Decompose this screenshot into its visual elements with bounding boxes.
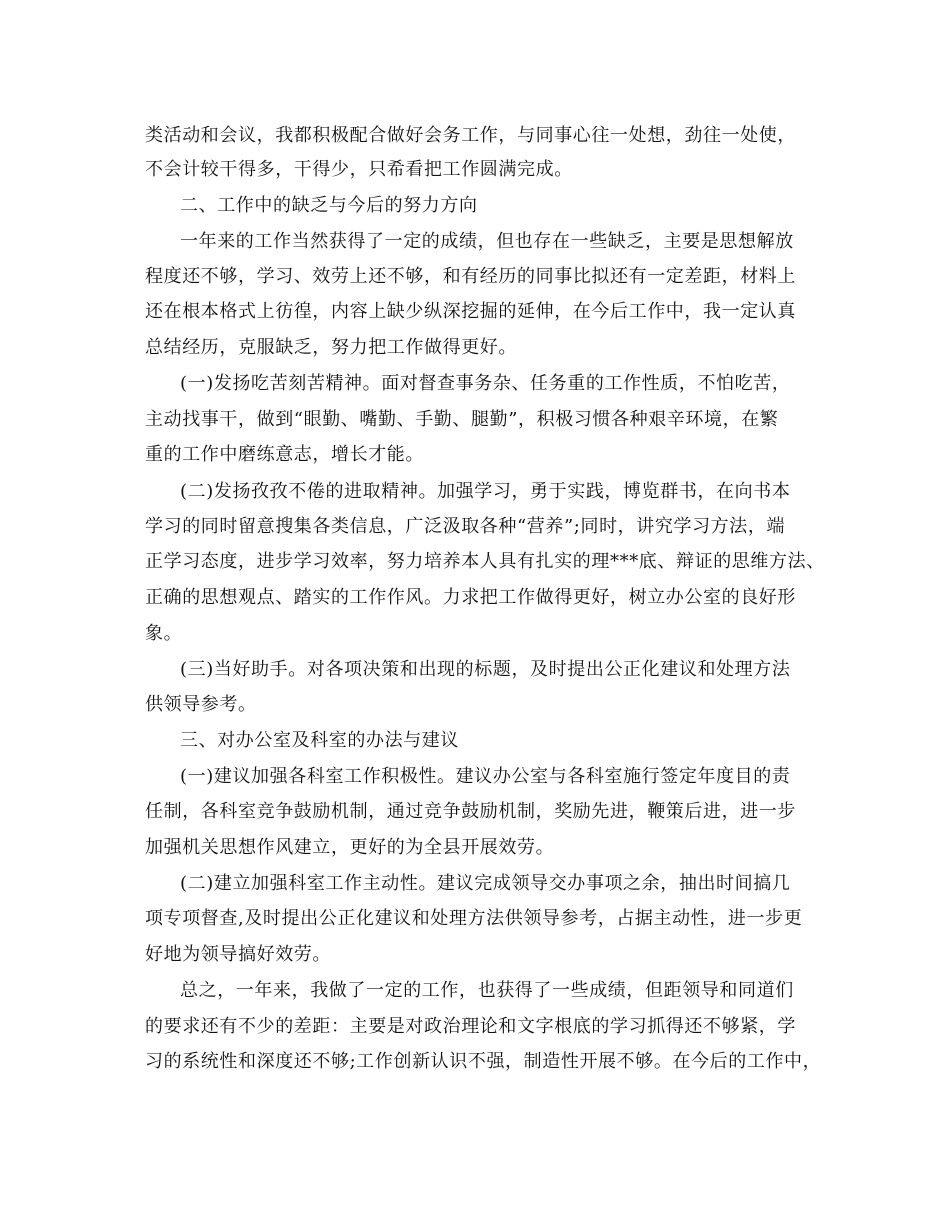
- text-line: 项专项督查,及时提出公正化建议和处理方法供领导参考，占据主动性，进一步更: [145, 908, 803, 929]
- text-line: 任制，各科室竞争鼓励机制，通过竞争鼓励机制，奖励先进，鞭策后进，进一步: [145, 801, 796, 822]
- text-line: 正学习态度，进步学习效率，努力培养本人具有扎实的理***底、辩证的思维方法、: [145, 551, 825, 572]
- section-heading: 二、工作中的缺乏与今后的努力方向: [180, 195, 478, 216]
- text-line: 学习的同时留意搜集各类信息，广泛汲取各种“营养”;同时，讲究学习方法，端: [145, 516, 786, 537]
- text-line: 加强机关思想作风建立，更好的为全县开展效劳。: [145, 837, 555, 858]
- text-line: 主动找事干，做到“眼勤、嘴勤、手勤、腿勤”，积极习惯各种艰辛环境，在繁: [145, 409, 779, 430]
- text-line: 正确的思想观点、踏实的工作作风。力求把工作做得更好，树立办公室的良好形: [145, 587, 796, 608]
- section-heading: 三、对办公室及科室的办法与建议: [180, 730, 459, 751]
- text-line: 习的系统性和深度还不够;工作创新认识不强，制造性开展不够。在今后的工作中，: [145, 1051, 822, 1072]
- text-line: 不会计较干得多，干得少，只希看把工作圆满完成。: [145, 159, 573, 180]
- text-line: (二)建立加强科室工作主动性。建议完成领导交办事项之余，抽出时间搞几: [180, 873, 791, 894]
- text-line: (三)当好助手。对各项决策和出现的标题，及时提出公正化建议和处理方法: [180, 659, 791, 680]
- text-line: 象。: [145, 623, 183, 644]
- text-line: (二)发扬孜孜不倦的进取精神。加强学习，勇于实践，博览群书，在向书本: [180, 481, 791, 502]
- text-line: 好地为领导搞好效劳。: [145, 944, 331, 965]
- text-line: 总之，一年来，我做了一定的工作，也获得了一些成绩，但距领导和同道们: [180, 980, 794, 1001]
- text-line: 的要求还有不少的差距：主要是对政治理论和文字根底的学习抓得还不够紧，学: [145, 1016, 796, 1037]
- text-line: 还在根本格式上彷徨，内容上缺少纵深挖掘的延伸，在今后工作中，我一定认真: [145, 301, 796, 322]
- text-line: 总结经历，克服缺乏，努力把工作做得更好。: [145, 337, 517, 358]
- text-line: 类活动和会议，我都积极配合做好会务工作，与同事心往一处想，劲往一处使，: [145, 125, 796, 146]
- text-line: 程度还不够，学习、效劳上还不够，和有经历的同事比拟还有一定差距，材料上: [145, 266, 796, 287]
- text-line: 重的工作中磨练意志，增长才能。: [145, 444, 424, 465]
- text-line: (一)发扬吃苦刻苦精神。面对督查事务杂、任务重的工作性质，不怕吃苦，: [180, 373, 791, 394]
- text-line: 一年来的工作当然获得了一定的成绩，但也存在一些缺乏，主要是思想解放: [180, 231, 794, 252]
- text-line: (一)建议加强各科室工作积极性。建议办公室与各科室施行签定年度目的责: [180, 766, 791, 787]
- text-line: 供领导参考。: [145, 694, 257, 715]
